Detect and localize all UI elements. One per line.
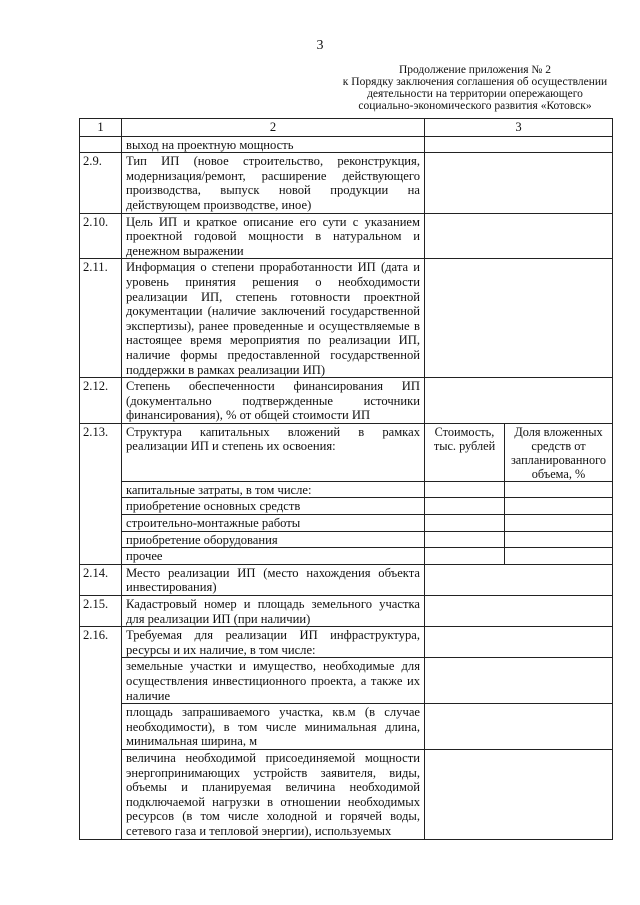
table-row	[80, 627, 613, 658]
row-description: Тип ИП (новое строительство, реконструкция, модернизация/ремонт, расширение действующего производства, выпуск новой продукции на действующем производстве, иное)	[122, 153, 425, 213]
value-cell	[425, 153, 613, 213]
table-row	[80, 658, 613, 704]
row-description: Требуемая для реализации ИП инфраструктура, ресурсы и их наличие, в том числе:	[122, 627, 425, 658]
row-description: Структура капитальных вложений в рамках реализации ИП и степень их освоения:	[122, 423, 425, 481]
row-number: 2.14.	[80, 564, 122, 595]
table-row	[80, 423, 613, 481]
page-number: 3	[316, 38, 324, 53]
value-cell	[425, 259, 613, 378]
row-description: Кадастровый номер и площадь земельного участка для реализации ИП (при наличии)	[122, 596, 425, 627]
appendix-header	[330, 64, 620, 112]
row-number-cell	[80, 136, 122, 153]
value-cell	[425, 749, 613, 839]
value-cell	[425, 498, 505, 515]
table-row	[80, 596, 613, 627]
value-cell	[425, 627, 613, 658]
table-row	[80, 564, 613, 595]
row-number: 2.13.	[80, 423, 122, 564]
row-number: 2.16.	[80, 627, 122, 839]
value-cell	[505, 498, 613, 515]
row-number: 2.10.	[80, 213, 122, 259]
value-cell	[425, 136, 613, 153]
value-cell	[505, 481, 613, 498]
row-number: 2.11.	[80, 259, 122, 378]
column-header-2: 2	[122, 119, 425, 137]
value-cell	[425, 564, 613, 595]
table-row	[80, 531, 613, 548]
value-cell	[425, 658, 613, 704]
row-description: Место реализации ИП (место нахождения объекта инвестирования)	[122, 564, 425, 595]
value-cell	[505, 531, 613, 548]
header-line-2: к Порядку заключения соглашения об осуществлении	[342, 76, 608, 88]
row-number: 2.9.	[80, 153, 122, 213]
table-row	[80, 548, 613, 565]
value-cell	[425, 531, 505, 548]
table-row	[80, 153, 613, 213]
row-number: 2.12.	[80, 378, 122, 424]
table-row	[80, 498, 613, 515]
sub-item: величина необходимой присоединяемой мощности энергопринимающих устройств заявителя, виды, объемы и планируемая величина необходимой подключаемой нагрузки в отношении необходимых ресурсов (в том числе холодной и горячей воды, сетевого газа и тепловой энергии), используемых	[122, 749, 425, 839]
table-row	[80, 136, 613, 153]
table-header-row	[80, 119, 613, 137]
row-number: 2.15.	[80, 596, 122, 627]
sub-item: капитальные затраты, в том числе:	[122, 481, 425, 498]
continued-text: выход на проектную мощность	[122, 136, 425, 153]
sub-item: прочее	[122, 548, 425, 565]
row-description: Цель ИП и краткое описание его сути с указанием проектной годовой мощности в натуральном и денежном выражении	[122, 213, 425, 259]
table-row	[80, 749, 613, 839]
sub-item: приобретение оборудования	[122, 531, 425, 548]
value-cell	[425, 704, 613, 750]
row-description: Информация о степени проработанности ИП (дата и уровень принятия решения о необходимости реализации ИП, степень готовности проектной документации (наличие заключений государственной экспертизы), ранее проведенные и осуществляемые в настоящее время мероприятия по реализации ИП, наличие формы предоставленной государственной поддержки в рамках реализации ИП)	[122, 259, 425, 378]
column-header-1: 1	[80, 119, 122, 137]
cost-subheader: Стоимость, тыс. рублей	[425, 423, 505, 481]
value-cell	[425, 548, 505, 565]
header-line-4: социально-экономического развития «Котовск»	[358, 100, 592, 112]
header-line-1: Продолжение приложения № 2	[398, 64, 552, 76]
application-table	[79, 118, 613, 840]
table-row	[80, 213, 613, 259]
value-cell	[425, 596, 613, 627]
table-row	[80, 378, 613, 424]
table-row	[80, 704, 613, 750]
table-row	[80, 259, 613, 378]
sub-item: земельные участки и имущество, необходимые для осуществления инвестиционного проекта, а также их наличие	[122, 658, 425, 704]
table-row	[80, 515, 613, 532]
share-subheader: Доля вложенных средств от запланированного объема, %	[505, 423, 613, 481]
table-row	[80, 481, 613, 498]
column-header-3: 3	[425, 119, 613, 137]
value-cell	[505, 515, 613, 532]
value-cell	[425, 515, 505, 532]
value-cell	[425, 213, 613, 259]
sub-item: приобретение основных средств	[122, 498, 425, 515]
sub-item: площадь запрашиваемого участка, кв.м (в случае необходимости), в том числе минимальная длина, минимальная ширина, м	[122, 704, 425, 750]
value-cell	[425, 378, 613, 424]
sub-item: строительно-монтажные работы	[122, 515, 425, 532]
value-cell	[425, 481, 505, 498]
row-description: Степень обеспеченности финансирования ИП (документально подтвержденные источники финансирования), % от общей стоимости ИП	[122, 378, 425, 424]
header-line-3: деятельности на территории опережающего	[367, 88, 583, 100]
value-cell	[505, 548, 613, 565]
